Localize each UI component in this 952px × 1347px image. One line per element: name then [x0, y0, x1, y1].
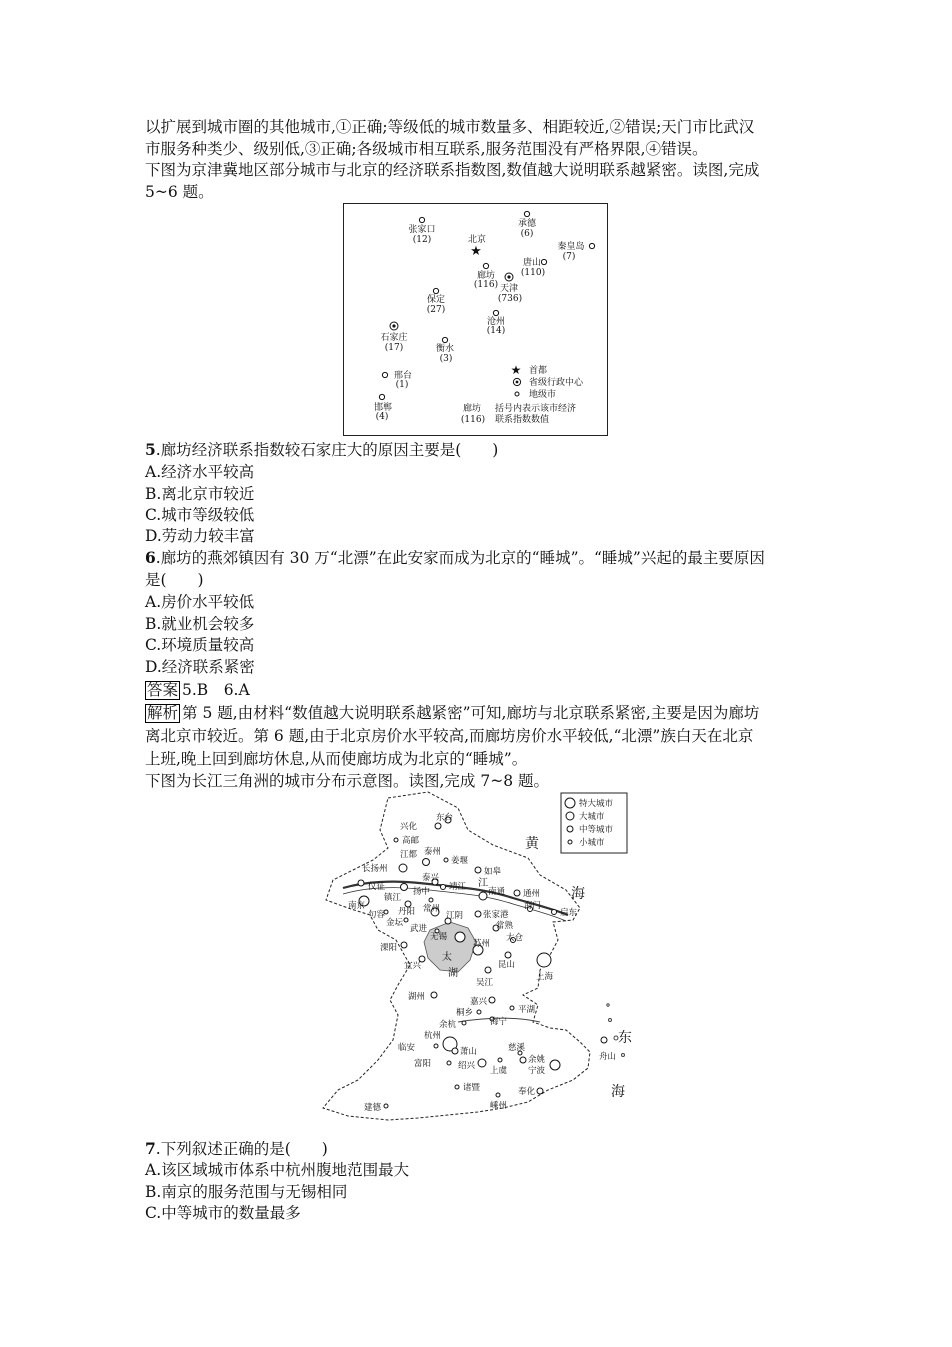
svg-text:(12): (12): [412, 235, 432, 245]
svg-text:靖江: 靖江: [449, 882, 467, 892]
svg-text:吴江: 吴江: [476, 978, 494, 988]
svg-text:(1): (1): [395, 380, 409, 390]
svg-text:绍兴: 绍兴: [458, 1061, 476, 1071]
svg-text:余姚: 余姚: [528, 1055, 546, 1065]
analysis-tag: 解析: [147, 704, 179, 722]
svg-text:联系指数数值: 联系指数数值: [495, 415, 550, 425]
svg-text:句容: 句容: [368, 910, 386, 920]
sea-label: 黄: [525, 836, 539, 852]
svg-text:丹阳: 丹阳: [398, 907, 416, 917]
svg-text:(7): (7): [562, 252, 576, 262]
svg-text:衡水: 衡水: [435, 344, 455, 354]
svg-text:石家庄: 石家庄: [380, 333, 408, 343]
svg-text:武进: 武进: [410, 924, 428, 934]
svg-text:萧山: 萧山: [460, 1047, 478, 1057]
svg-text:姜堰: 姜堰: [451, 856, 469, 866]
svg-text:南通: 南通: [488, 887, 506, 897]
capital-star-icon: ★: [510, 363, 522, 377]
svg-text:地级市: 地级市: [529, 390, 557, 400]
q5-option-b[interactable]: B.离北京市较近: [145, 485, 255, 503]
answer-text: 5.B 6.A: [182, 681, 250, 699]
svg-text:长扬州: 长扬州: [362, 864, 388, 874]
svg-text:中等城市: 中等城市: [579, 825, 614, 835]
svg-text:江都: 江都: [400, 850, 418, 860]
svg-text:杭州: 杭州: [424, 1031, 442, 1041]
q6-option-a[interactable]: A.房价水平较低: [145, 593, 255, 611]
question-5-stem: 5.廊坊经济联系指数较石家庄大的原因主要是( ): [145, 440, 499, 459]
svg-text:金坛: 金坛: [386, 918, 404, 928]
svg-text:海宁: 海宁: [490, 1017, 508, 1027]
svg-text:宜兴: 宜兴: [404, 961, 422, 971]
svg-text:镇江: 镇江: [384, 893, 402, 903]
yangtze-delta-map: [318, 790, 638, 1125]
paragraph-line-4: 5~6 题。: [145, 183, 214, 201]
svg-text:省级行政中心: 省级行政中心: [529, 378, 584, 388]
paragraph-line-2: 市服务种类少、级别低,③正确;各级城市相互联系,服务范围没有严格界限,④错误。: [145, 140, 708, 158]
q5-option-a[interactable]: A.经济水平较高: [145, 463, 255, 481]
q6-option-d[interactable]: D.经济联系紧密: [145, 658, 255, 676]
svg-text:建德: 建德: [364, 1103, 382, 1113]
svg-text:诸暨: 诸暨: [463, 1083, 481, 1093]
q6-option-b[interactable]: B.就业机会较多: [145, 615, 255, 633]
svg-text:舟山: 舟山: [599, 1052, 617, 1062]
svg-text:常州: 常州: [423, 904, 441, 914]
svg-text:苏州: 苏州: [473, 939, 491, 949]
svg-text:承德: 承德: [517, 219, 537, 229]
svg-text:邯郸: 邯郸: [373, 403, 393, 413]
lake-label: 湖: [448, 968, 458, 979]
question-6-stem: 6.廊坊的燕郊镇因有 30 万“北漂”在此安家而成为北京的“睡城”。“睡城”兴起的最主要原因: [145, 548, 765, 567]
svg-text:启东: 启东: [560, 908, 578, 918]
svg-text:湖州: 湖州: [408, 992, 426, 1002]
answer-line: [145, 680, 250, 700]
svg-text:扬中: 扬中: [413, 887, 431, 897]
svg-text:桐乡: 桐乡: [456, 1008, 474, 1018]
svg-text:(4): (4): [375, 412, 389, 422]
q7-option-a[interactable]: A.该区域城市体系中杭州腹地范围最大: [145, 1161, 410, 1179]
svg-text:括号内表示该市经济: 括号内表示该市经济: [495, 404, 577, 414]
svg-text:特大城市: 特大城市: [579, 799, 614, 809]
sea-label: 东: [618, 1030, 632, 1046]
q5-option-c[interactable]: C.城市等级较低: [145, 506, 255, 524]
svg-text:无锡: 无锡: [430, 932, 448, 942]
analysis-line-1: 解析 第 5 题,由材料“数值越大说明联系越紧密”可知,廊坊与北京联系紧密,主要是因为廊坊: [147, 704, 760, 722]
svg-text:昆山: 昆山: [498, 960, 516, 970]
svg-text:(116): (116): [473, 280, 499, 290]
svg-text:太仓: 太仓: [506, 933, 524, 943]
lake-label: 太: [442, 952, 452, 963]
svg-text:余杭: 余杭: [439, 1020, 457, 1030]
svg-text:宁波: 宁波: [528, 1066, 546, 1076]
svg-text:上海: 上海: [536, 972, 554, 982]
svg-text:兴化: 兴化: [400, 822, 418, 832]
analysis-line-2: 离北京市较近。第 6 题,由于北京房价水平较高,而廊坊房价水平较低,“北漂”族白天在北京: [145, 727, 754, 745]
svg-text:南京: 南京: [348, 901, 366, 911]
svg-text:嘉兴: 嘉兴: [470, 997, 488, 1007]
analysis-line-3: 上班,晚上回到廊坊休息,从而使廊坊成为北京的“睡城”。: [145, 750, 528, 768]
svg-text:北京: 北京: [467, 235, 487, 245]
svg-text:嵊州: 嵊州: [490, 1101, 508, 1111]
svg-text:(3): (3): [439, 354, 453, 364]
svg-text:廊坊: 廊坊: [476, 271, 496, 281]
svg-text:奉化: 奉化: [518, 1087, 536, 1097]
map-legend: [561, 793, 627, 853]
svg-text:上虞: 上虞: [490, 1066, 508, 1076]
svg-text:慈溪: 慈溪: [508, 1043, 526, 1053]
svg-text:溧阳: 溧阳: [380, 943, 398, 953]
answer-tag: 答案: [147, 681, 179, 699]
svg-text:如皋: 如皋: [484, 867, 502, 877]
q7-option-b[interactable]: B.南京的服务范围与无锡相同: [145, 1183, 348, 1201]
svg-text:邢台: 邢台: [393, 371, 413, 381]
svg-text:临安: 临安: [398, 1043, 416, 1053]
svg-text:富阳: 富阳: [414, 1059, 432, 1069]
question-7-stem: 7.下列叙述正确的是( ): [145, 1139, 328, 1158]
capital-star-icon: ★: [470, 244, 482, 259]
svg-text:(27): (27): [426, 305, 446, 315]
svg-text:唐山: 唐山: [522, 258, 542, 268]
svg-text:泰兴: 泰兴: [422, 873, 440, 883]
sea-label: 海: [611, 1084, 625, 1100]
svg-text:(14): (14): [486, 326, 506, 336]
svg-text:(736): (736): [497, 294, 523, 304]
svg-text:高邮: 高邮: [402, 836, 420, 846]
svg-text:秦皇岛: 秦皇岛: [557, 242, 585, 252]
jingjinji-map: [343, 203, 608, 436]
paragraph-line-3: 下图为京津冀地区部分城市与北京的经济联系指数图,数值越大说明联系越紧密。读图,完成: [145, 161, 760, 179]
svg-text:通州: 通州: [523, 889, 541, 899]
svg-text:张家港: 张家港: [483, 910, 509, 920]
svg-text:廊坊: 廊坊: [462, 404, 482, 414]
paragraph-line-1: 以扩展到城市圈的其他城市,①正确;等级低的城市数量多、相距较近,②错误;天门市比武汉: [145, 118, 755, 136]
svg-text:沧州: 沧州: [486, 317, 506, 327]
svg-text:保定: 保定: [426, 295, 446, 305]
sea-label: 海: [571, 886, 585, 902]
svg-text:张家口: 张家口: [408, 225, 436, 235]
svg-text:泰州: 泰州: [424, 847, 442, 857]
svg-text:首都: 首都: [529, 366, 548, 376]
svg-text:天津: 天津: [499, 284, 519, 294]
svg-text:江阴: 江阴: [446, 911, 464, 921]
q7-option-c[interactable]: C.中等城市的数量最多: [145, 1204, 301, 1222]
svg-text:东台: 东台: [436, 813, 454, 823]
question-6-stem-cont: 是( ): [145, 571, 204, 589]
intro-7-8: 下图为长江三角洲的城市分布示意图。读图,完成 7~8 题。: [145, 772, 549, 790]
svg-text:仪征: 仪征: [368, 882, 386, 892]
q5-option-d[interactable]: D.劳动力较丰富: [145, 527, 255, 545]
q6-option-c[interactable]: C.环境质量较高: [145, 636, 255, 654]
svg-text:(116): (116): [460, 415, 486, 425]
svg-text:(6): (6): [520, 229, 534, 239]
svg-text:小城市: 小城市: [579, 838, 605, 848]
river-label: 江: [478, 878, 488, 889]
svg-text:大城市: 大城市: [579, 812, 605, 822]
svg-text:海门: 海门: [524, 901, 542, 911]
svg-text:平湖: 平湖: [518, 1005, 536, 1015]
svg-text:(17): (17): [384, 343, 404, 353]
svg-text:常熟: 常熟: [496, 921, 514, 931]
svg-text:(110): (110): [520, 268, 546, 278]
